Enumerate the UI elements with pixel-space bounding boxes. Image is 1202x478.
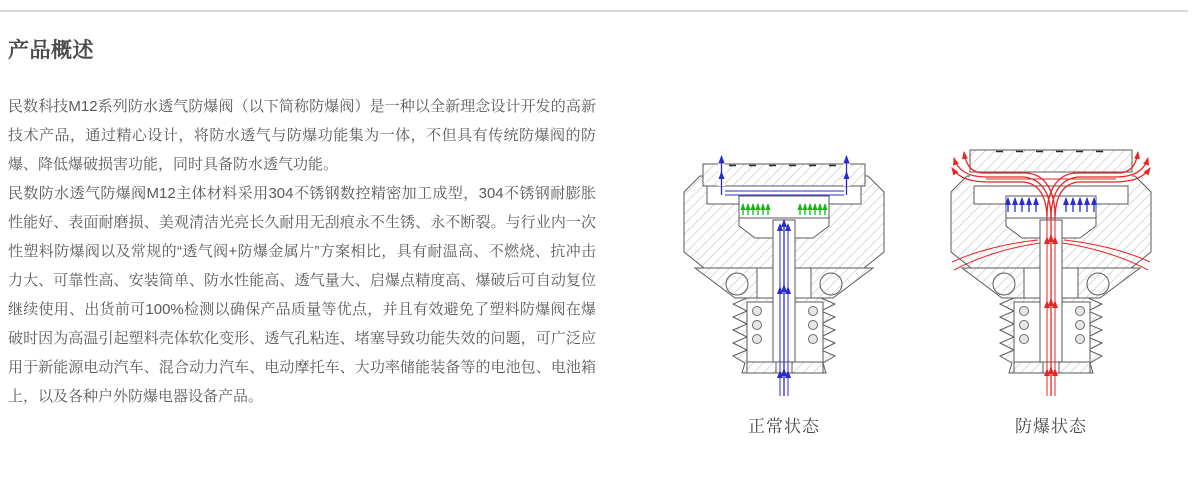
overview-paragraph-2: 民数防水透气防爆阀M12主体材料采用304不锈钢数控精密加工成型，304不锈钢耐膨胀性能好、表面耐磨损、美观清洁光亮长久耐用无刮痕永不生锈、永不断裂。与行业内一次性塑料防爆阀以及常规的“透气阀+防爆金属片”方案相比，具有耐温高、不燃烧、抗冲击力大、可靠性高、安装简单、防水性能高、透气量大、启爆点精度高、爆破后可自动复位继续使用、出货前可100%检测以确保产品质量等优点，并且有效避免了塑料防爆阀在爆破时因为高温引起塑料壳体软化变形、透气孔粘连、堵塞导致功能失效的问题，可广泛应用于新能源电动汽车、混合动力汽车、电动摩托车、大功率储能装备等的电池包、电池箱上，以及各种户外防爆电器设备产品。 — [8, 185, 596, 405]
caption-burst-state: 防爆状态 — [1015, 417, 1087, 436]
figure-normal-state — [683, 146, 885, 437]
caption-normal-state: 正常状态 — [748, 417, 820, 436]
valve-burst-diagram — [950, 146, 1152, 398]
valve-normal-diagram — [683, 146, 885, 398]
page-title: 产品概述 — [8, 39, 94, 62]
overview-paragraph-1: 民数科技M12系列防水透气防爆阀（以下简称防爆阀）是一种以全新理念设计开发的高新技术产品，通过精心设计，将防水透气与防爆功能集为一体，不但具有传统防爆阀的防爆、降低爆破损害功能，同时具备防水透气功能。 — [8, 98, 596, 173]
top-divider — [0, 10, 1188, 12]
figure-burst-state — [950, 146, 1152, 437]
overview-text — [8, 92, 596, 411]
